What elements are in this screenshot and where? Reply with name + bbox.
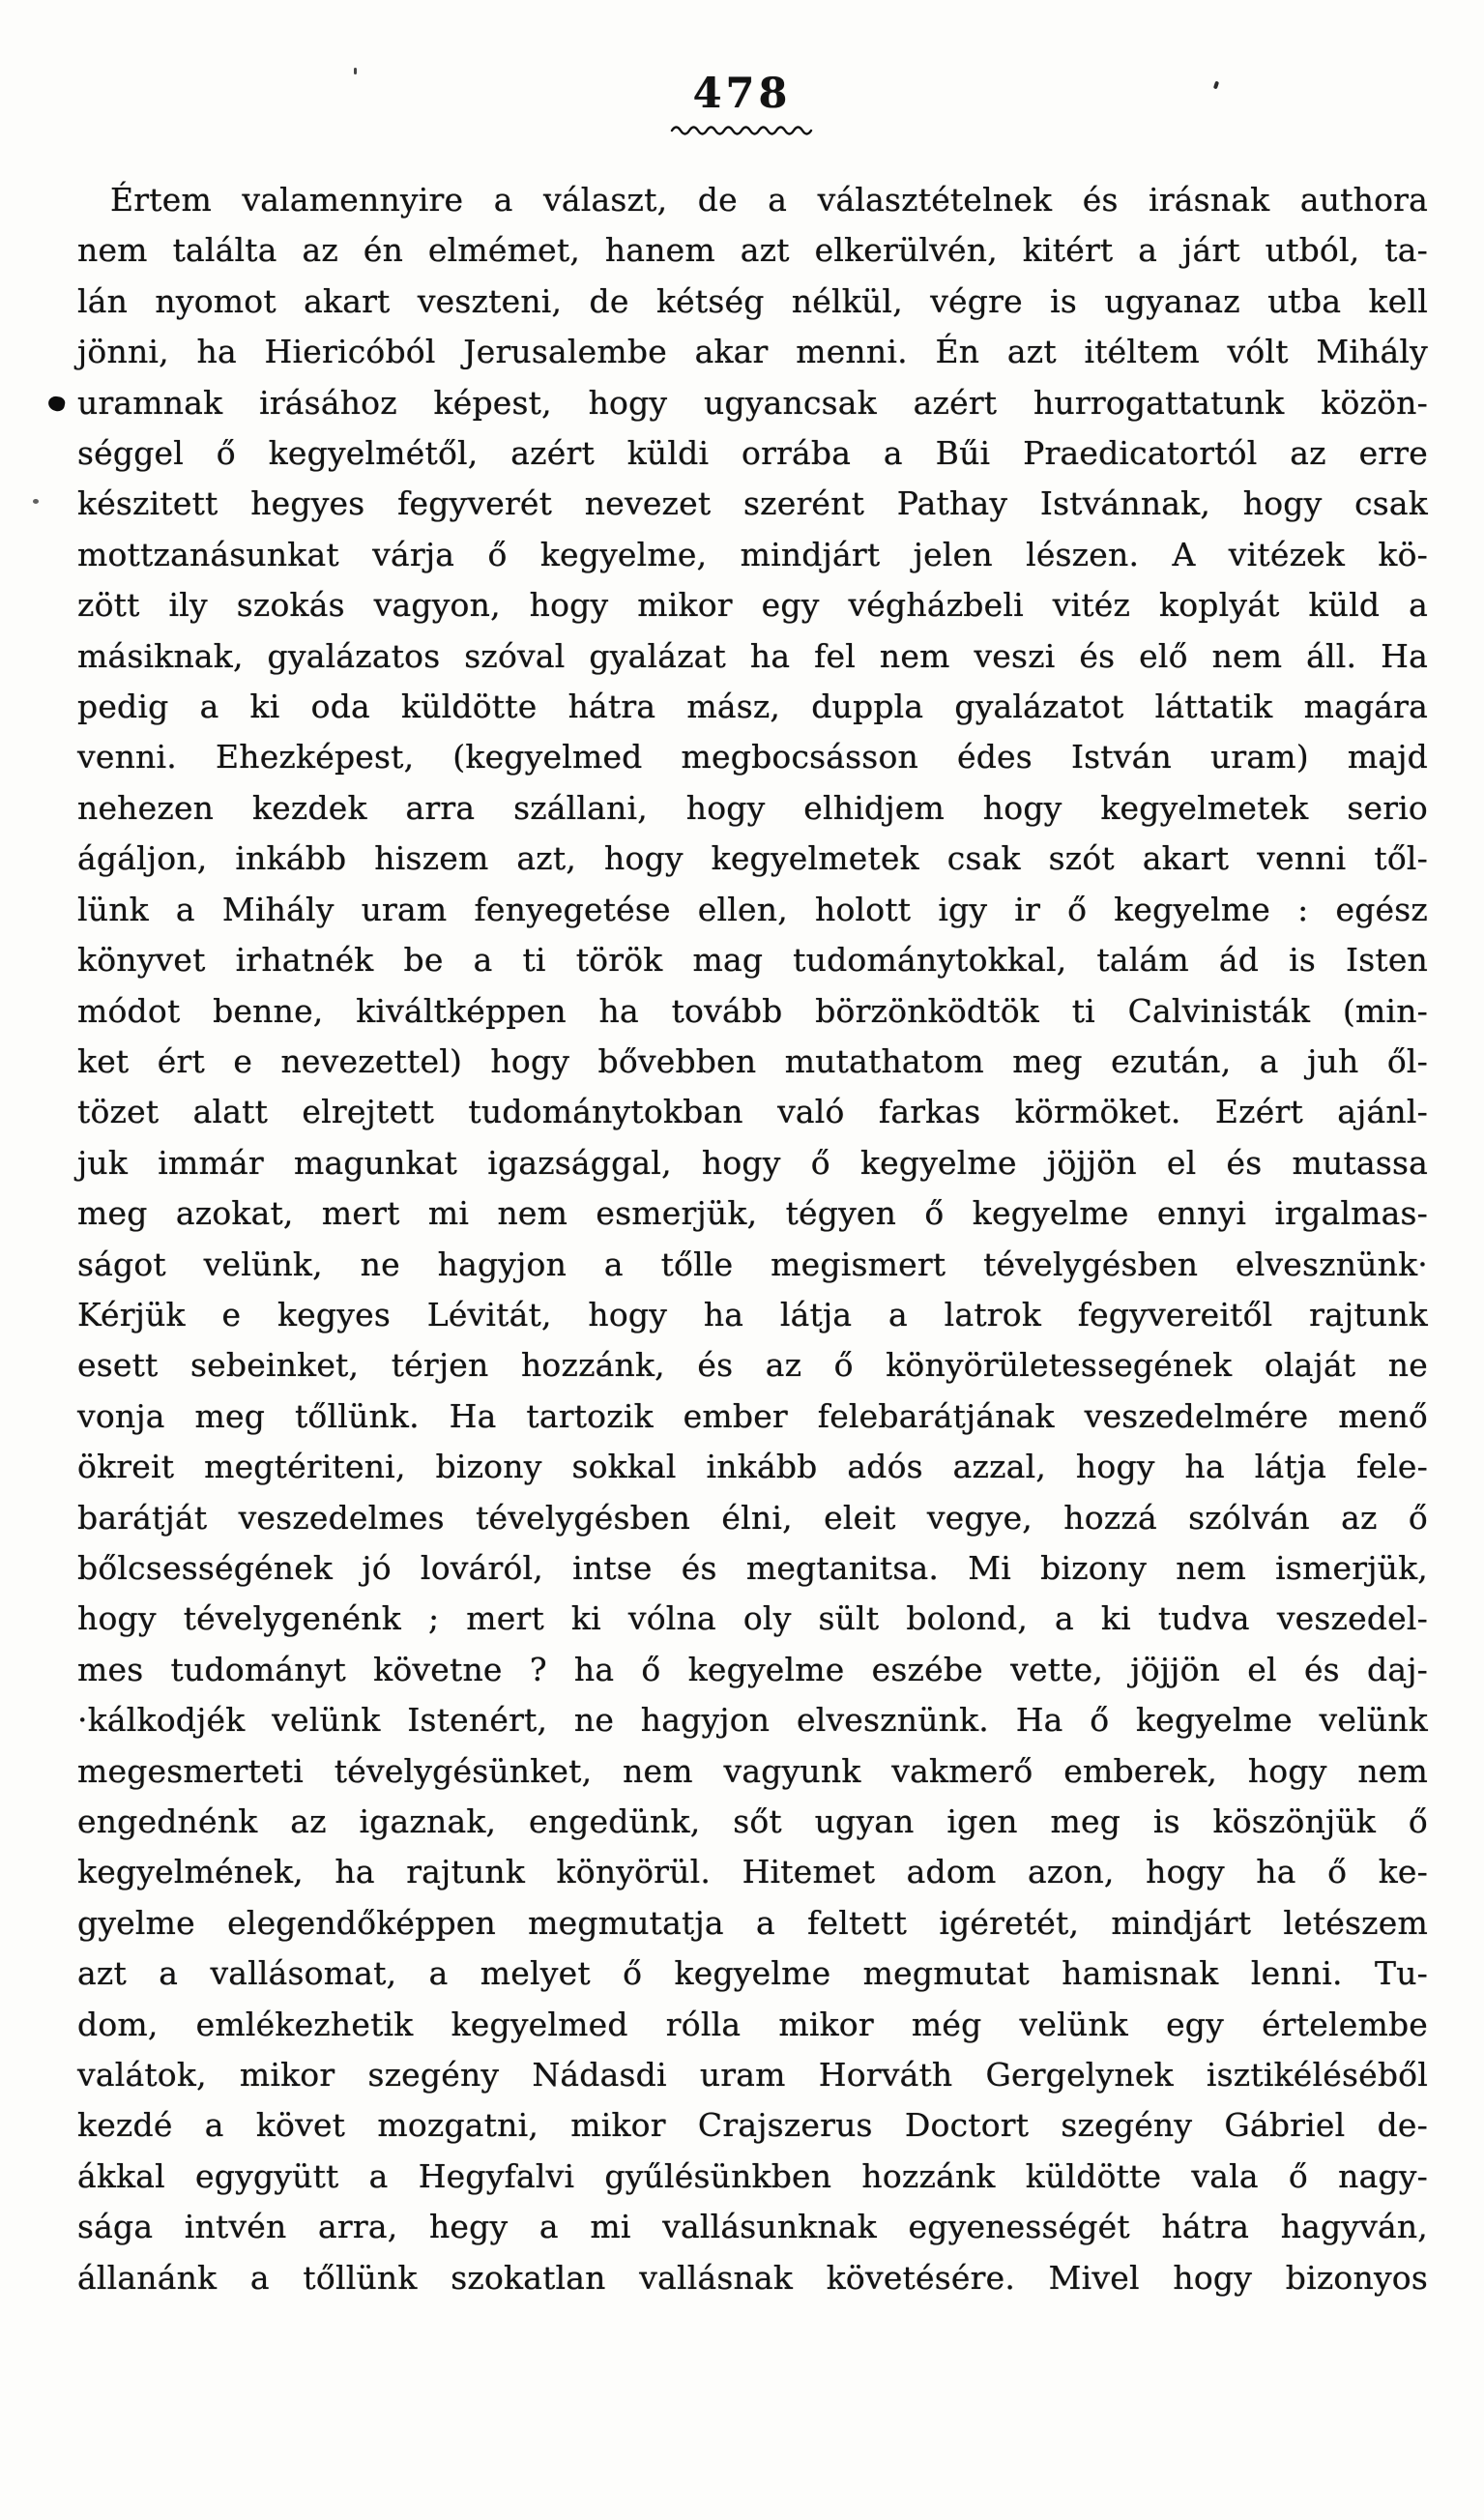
text-line: venni. Ehezképest, (kegyelmed megbocsásson édes István uram) majd: [77, 738, 1428, 777]
text-line: könyvet irhatnék be a ti török mag tudománytokkal, talám ád is Isten: [77, 941, 1428, 980]
text-line: módot benne, kiváltképpen ha tovább börzönködtök ti Calvinisták (min-: [77, 991, 1428, 1030]
text-line: tözet alatt elrejtett tudománytokban való farkas körmöket. Ezért ajánl-: [77, 1093, 1428, 1131]
text-line: esett sebeinket, térjen hozzánk, és az ő könyörületessegének olaját ne: [77, 1346, 1428, 1385]
text-line: ·kálkodjék velünk Istenért, ne hagyjon elvesznünk. Ha ő kegyelme velünk: [77, 1701, 1428, 1740]
text-line: uramnak irásához képest, hogy ugyancsak azért hurrogattatunk közön-: [77, 383, 1428, 422]
text-line: séggel ő kegyelmétől, azért küldi orrába a Bűi Praedicatortól az erre: [77, 434, 1428, 473]
wavy-underline-icon: [669, 123, 816, 136]
page-number: 478: [692, 70, 792, 118]
page-text: [0, 175, 1484, 2303]
text-line: vonja meg tőllünk. Ha tartozik ember felebarátjának veszedelmére menő: [77, 1396, 1428, 1435]
text-line: ökreit megtériteni, bizony sokkal inkább adós azzal, hogy ha látja fele-: [77, 1448, 1428, 1486]
text-line: kegyelmének, ha rajtunk könyörül. Hitemet adom azon, hogy ha ő ke-: [77, 1853, 1428, 1891]
text-line: mottzanásunkat várja ő kegyelme, mindjárt jelen lészen. A vitézek kö-: [77, 535, 1428, 573]
text-line: lán nyomot akart veszteni, de kétség nélkül, végre is ugyanaz utba kell: [77, 281, 1428, 320]
text-line: nem találta az én elmémet, hanem azt elkerülvén, kitért a járt utból, ta-: [77, 231, 1428, 270]
text-line: valátok, mikor szegény Nádasdi uram Horváth Gergelynek isztikéléséből: [77, 2056, 1428, 2095]
text-line: Kérjük e kegyes Lévitát, hogy ha látja a latrok fegyvereitől rajtunk: [77, 1295, 1428, 1333]
text-line: azt a vallásomat, a melyet ő kegyelme megmutat hamisnak lenni. Tu-: [77, 1954, 1428, 1993]
text-line: bőlcsességének jó lováról, intse és megtanitsa. Mi bizony nem ismerjük,: [77, 1548, 1428, 1587]
text-line: sága intvén arra, hegy a mi vallásunknak egyenességét hátra hagyván,: [77, 2208, 1428, 2246]
text-line: gyelme elegendőképpen megmutatja a feltett igéretét, mindjárt letészem: [77, 1903, 1428, 1942]
text-line: barátját veszedelmes tévelygésben élni, eleit vegye, hozzá szólván az ő: [77, 1498, 1428, 1537]
text-line: ket ért e nevezettel) hogy bővebben mutathatom meg ezután, a juh ől-: [77, 1041, 1428, 1080]
text-line: állanánk a tőllünk szokatlan vallásnak követésére. Mivel hogy bizonyos: [77, 2258, 1428, 2297]
text-line: dom, emlékezhetik kegyelmed rólla mikor még velünk egy értelembe: [77, 2005, 1428, 2043]
text-line: ákkal egygyütt a Hegyfalvi gyűlésünkben hozzánk küldötte vala ő nagy-: [77, 2156, 1428, 2195]
text-line: mes tudományt követne ? ha ő kegyelme eszébe vette, jöjjön el és daj-: [77, 1650, 1428, 1688]
text-line: engednénk az igaznak, engedünk, sőt ugyan igen meg is köszönjük ő: [77, 1802, 1428, 1840]
text-line: Értem valamennyire a választ, de a választételnek és irásnak authora: [110, 181, 1428, 219]
text-line: nehezen kezdek arra szállani, hogy elhidjem hogy kegyelmetek serio: [77, 788, 1428, 827]
ink-speck: [33, 499, 39, 504]
ink-speck: [354, 68, 357, 74]
text-line: kezdé a követ mozgatni, mikor Crajszerus Doctort szegény Gábriel de-: [77, 2106, 1428, 2145]
text-line: készitett hegyes fegyverét nevezet szerént Pathay Istvánnak, hogy csak: [77, 484, 1428, 523]
page-header: [0, 0, 1484, 136]
text-line: hogy tévelygenénk ; mert ki vólna oly sült bolond, a ki tudva veszedel-: [77, 1599, 1428, 1638]
text-line: zött ily szokás vagyon, hogy mikor egy végházbeli vitéz koplyát küld a: [77, 586, 1428, 625]
text-line: jönni, ha Hiericóból Jerusalembe akar menni. Én azt itéltem vólt Mihály: [77, 333, 1428, 371]
text-line: ságot velünk, ne hagyjon a tőlle megismert tévelygésben elvesznünk·: [77, 1245, 1428, 1283]
text-line: meg azokat, mert mi nem esmerjük, tégyen ő kegyelme ennyi irgalmas-: [77, 1194, 1428, 1233]
text-line: ágáljon, inkább hiszem azt, hogy kegyelmetek csak szót akart venni től-: [77, 839, 1428, 878]
text-line: megesmerteti tévelygésünket, nem vagyunk vakmerő emberek, hogy nem: [77, 1751, 1428, 1790]
text-line: lünk a Mihály uram fenyegetése ellen, holott igy ir ő kegyelme : egész: [77, 890, 1428, 928]
text-line: juk immár magunkat igazsággal, hogy ő kegyelme jöjjön el és mutassa: [77, 1143, 1428, 1182]
text-line: pedig a ki oda küldötte hátra mász, duppla gyalázatot láttatik magára: [77, 688, 1428, 726]
text-line: másiknak, gyalázatos szóval gyalázat ha fel nem veszi és elő nem áll. Ha: [77, 636, 1428, 675]
